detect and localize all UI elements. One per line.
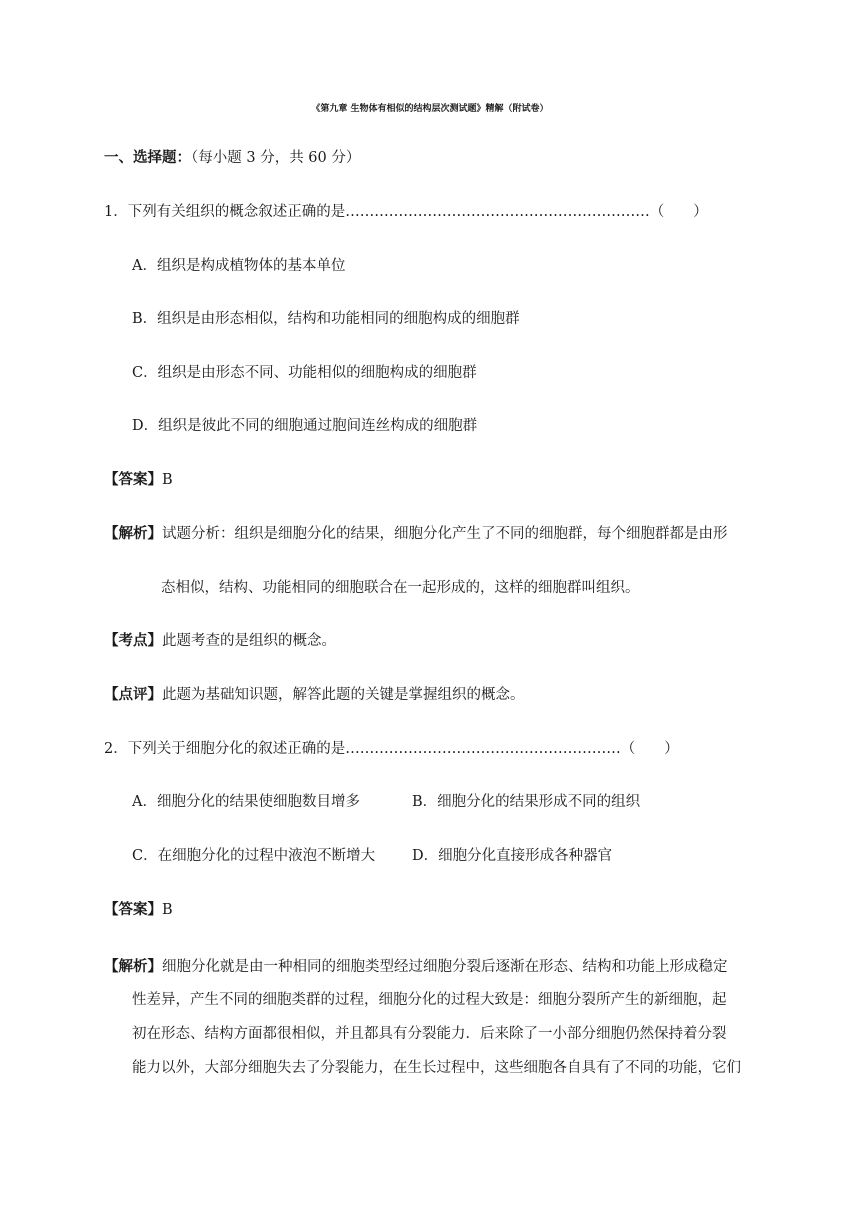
q1-analysis-line-1 <box>104 524 728 544</box>
q2-answer-line <box>104 900 173 920</box>
q1-answer-tag: 【答案】 <box>104 471 162 488</box>
q1-analysis-tag: 【解析】 <box>104 525 162 542</box>
section-heading-line <box>104 148 360 168</box>
q1-answer: B <box>162 472 173 488</box>
q1-option-d: D．组织是彼此不同的细胞通过胞间连丝构成的细胞群 <box>132 418 478 434</box>
q1-point-tag: 【考点】 <box>104 632 162 649</box>
q1-stem: 1．下列有关组织的概念叙述正确的是………………………………………………………（ ） <box>104 204 708 220</box>
q1-point: 此题考查的是组织的概念。 <box>162 633 336 649</box>
q2-analysis-tag: 【解析】 <box>104 958 162 975</box>
q1-option-a: A．组织是构成植物体的基本单位 <box>132 258 346 274</box>
q1-option-b: B．组织是由形态相似，结构和功能相同的细胞构成的细胞群 <box>132 311 520 327</box>
q2-stem: 2．下列关于细胞分化的叙述正确的是…………………………………………………（ ） <box>104 741 679 757</box>
q1-comment: 此题为基础知识题，解答此题的关键是掌握组织的概念。 <box>162 687 525 703</box>
page-title: 《第九章 生物体有相似的结构层次测试题》精解（附试卷） <box>311 104 549 114</box>
q2-answer-tag: 【答案】 <box>104 901 162 918</box>
section-note: （每小题 3 分，共 60 分） <box>191 150 361 166</box>
q2-option-a: A．细胞分化的结果使细胞数目增多 <box>132 794 360 810</box>
q2-option-d: D．细胞分化直接形成各种器官 <box>412 848 613 864</box>
q2-option-b: B．细胞分化的结果形成不同的组织 <box>412 794 641 810</box>
q1-answer-line <box>104 470 173 490</box>
q2-analysis-text-3: 初在形态、结构方面都很相似，并且都具有分裂能力．后来除了一小部分细胞仍然保持着分裂 <box>132 1026 727 1042</box>
section-heading: 一、选择题： <box>104 149 191 166</box>
q1-comment-tag: 【点评】 <box>104 686 162 703</box>
q2-analysis-text-2: 性差异，产生不同的细胞类群的过程，细胞分化的过程大致是：细胞分裂所产生的新细胞，起 <box>132 992 727 1008</box>
q2-analysis-line-1 <box>104 957 728 977</box>
q1-point-line <box>104 631 336 651</box>
q2-analysis-text-4: 能力以外，大部分细胞失去了分裂能力，在生长过程中，这些细胞各自具有了不同的功能，它们 <box>132 1060 741 1076</box>
q2-option-c: C．在细胞分化的过程中液泡不断增大 <box>132 848 376 864</box>
q1-option-c: C．组织是由形态不同、功能相似的细胞构成的细胞群 <box>132 365 477 381</box>
q2-analysis-text-1: 细胞分化就是由一种相同的细胞类型经过细胞分裂后逐渐在形态、结构和功能上形成稳定 <box>162 959 728 975</box>
q1-analysis-text-2: 态相似，结构、功能相同的细胞联合在一起形成的，这样的细胞群叫组织。 <box>161 580 640 596</box>
q1-comment-line <box>104 685 525 705</box>
q1-analysis-text-1: 试题分析：组织是细胞分化的结果，细胞分化产生了不同的细胞群，每个细胞群都是由形 <box>162 526 728 542</box>
q2-answer: B <box>162 902 173 918</box>
